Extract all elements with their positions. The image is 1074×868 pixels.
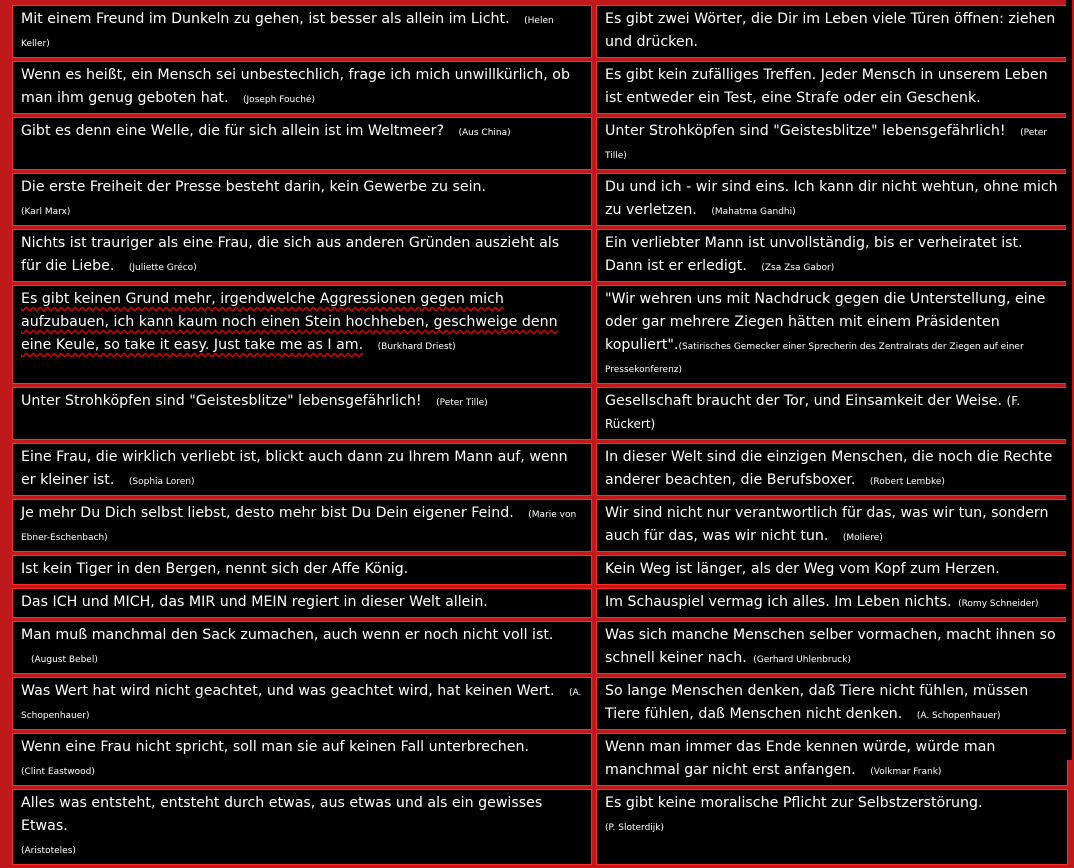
quote-text: Wenn es heißt, ein Mensch sei unbestechlich, frage ich mich unwillkürlich, ob man ihm genug geboten hat. xyxy=(21,67,570,106)
quote-cell xyxy=(12,621,592,674)
quote-cell xyxy=(596,555,1068,585)
quote-source: (Volkmar Frank) xyxy=(870,767,942,777)
quote-cell xyxy=(12,61,592,114)
quote-text: Was Wert hat wird nicht geachtet, und was geachtet wird, hat keinen Wert. xyxy=(21,683,555,699)
quote-source: (Moliere) xyxy=(842,533,883,543)
quote-source: (Helen Keller) xyxy=(21,16,554,49)
quote-source: (Zsa Zsa Gabor) xyxy=(761,263,835,273)
quote-text: Es gibt keinen Grund mehr, irgendwelche Aggressionen gegen mich aufzubauen, ich kann kaum noch einen Stein hochheben, geschweige denn eine Keule, so take it easy. Just take me as I am. xyxy=(21,291,558,353)
table-row xyxy=(12,443,1068,496)
quote-text: Wenn eine Frau nicht spricht, soll man sie auf keinen Fall unterbrechen. xyxy=(21,739,529,755)
quote-text: Du und ich - wir sind eins. Ich kann dir nicht wehtun, ohne mich zu verletzen. xyxy=(605,179,1058,218)
table-row xyxy=(12,285,1068,384)
quote-cell xyxy=(596,677,1068,730)
quote-cell xyxy=(596,61,1068,114)
quote-text: Es gibt zwei Wörter, die Dir im Leben viele Türen öffnen: ziehen und drücken. xyxy=(605,11,1056,50)
quote-text: Es gibt keine moralische Pflicht zur Selbstzerstörung. xyxy=(605,795,983,811)
quote-text: Kein Weg ist länger, als der Weg vom Kopf zum Herzen. xyxy=(605,561,1000,577)
quote-cell xyxy=(12,117,592,170)
table-row xyxy=(12,499,1068,552)
table-row xyxy=(12,555,1068,585)
quote-text: Es gibt kein zufälliges Treffen. Jeder Mensch in unserem Leben ist entweder ein Test, eine Strafe oder ein Geschenk. xyxy=(605,67,1048,106)
quote-source: (August Bebel) xyxy=(31,655,98,665)
quote-source: (A. Schopenhauer) xyxy=(21,688,582,721)
quote-source: (Gerhard Uhlenbruck) xyxy=(753,655,851,665)
table-row xyxy=(12,387,1068,440)
quote-cell xyxy=(596,173,1068,226)
quote-source: (Mahatma Gandhi) xyxy=(711,207,796,217)
quote-cell xyxy=(12,789,592,865)
quote-cell xyxy=(12,285,592,384)
quote-cell xyxy=(596,285,1068,384)
quote-text: Das ICH und MICH, das MIR und MEIN regiert in dieser Welt allein. xyxy=(21,594,488,610)
quote-cell xyxy=(12,499,592,552)
quote-text: Was sich manche Menschen selber vormachen, macht ihnen so schnell keiner nach. xyxy=(605,627,1056,666)
quote-cell xyxy=(12,173,592,226)
table-row xyxy=(12,789,1068,865)
quote-source: (Romy Schneider) xyxy=(958,599,1039,609)
quote-source: (Juliette Gréco) xyxy=(128,263,197,273)
table-row xyxy=(12,588,1068,618)
table-row xyxy=(12,229,1068,282)
quote-text: Ein verliebter Mann ist unvollständig, bis er verheiratet ist. Dann ist er erledigt. xyxy=(605,235,1023,274)
quote-source: (Satirisches Gemecker einer Sprecherin des Zentralrats der Ziegen auf einer Pressekonferenz) xyxy=(605,342,1024,375)
quote-table xyxy=(8,2,1072,868)
quote-cell xyxy=(596,789,1068,865)
quote-cell xyxy=(12,588,592,618)
quote-text: Wir sind nicht nur verantwortlich für das, was wir tun, sondern auch für das, was wir nicht tun. xyxy=(605,505,1049,544)
quote-cell xyxy=(596,229,1068,282)
quote-text: Wenn man immer das Ende kennen würde, würde man manchmal gar nicht erst anfangen. xyxy=(605,739,996,778)
quote-cell xyxy=(12,677,592,730)
quote-text: Mit einem Freund im Dunkeln zu gehen, ist besser als allein im Licht. xyxy=(21,11,510,27)
quote-cell xyxy=(596,499,1068,552)
quote-text: Gesellschaft braucht der Tor, und Einsamkeit der Weise. xyxy=(605,393,1003,409)
quote-source: (Joseph Fouché) xyxy=(243,95,315,105)
quote-text: Die erste Freiheit der Presse besteht darin, kein Gewerbe zu sein. xyxy=(21,179,487,195)
quote-cell xyxy=(596,443,1068,496)
quote-cell xyxy=(596,588,1068,618)
quote-cell xyxy=(12,555,592,585)
quote-source: (Aus China) xyxy=(458,128,511,138)
table-row xyxy=(12,173,1068,226)
quote-source: (A. Schopenhauer) xyxy=(916,711,1001,721)
page-edge xyxy=(1066,0,1072,760)
quote-text: Ist kein Tiger in den Bergen, nennt sich der Affe König. xyxy=(21,561,409,577)
quote-source: (Aristoteles) xyxy=(21,846,76,856)
quote-source: (Marie von Ebner-Eschenbach) xyxy=(21,510,577,543)
quote-source: (Peter Tille) xyxy=(436,398,488,408)
quote-text: Man muß manchmal den Sack zumachen, auch wenn er noch nicht voll ist. xyxy=(21,627,554,643)
quote-source: (Karl Marx) xyxy=(21,207,71,217)
quote-source: (Robert Lembke) xyxy=(869,477,945,487)
quote-source: (Sophia Loren) xyxy=(128,477,195,487)
quote-text: In dieser Welt sind die einzigen Menschen, die noch die Rechte anderer beachten, die Berufsboxer. xyxy=(605,449,1053,488)
quote-text: Eine Frau, die wirklich verliebt ist, blickt auch dann zu Ihrem Mann auf, wenn er kleiner ist. xyxy=(21,449,568,488)
quote-cell xyxy=(596,117,1068,170)
quote-text: "Wir wehren uns mit Nachdruck gegen die Unterstellung, eine oder gar mehrere Ziegen hätten mit einem Präsidenten kopuliert". xyxy=(605,291,1046,353)
quote-text: Gibt es denn eine Welle, die für sich allein ist im Weltmeer? xyxy=(21,123,444,139)
quote-text: Je mehr Du Dich selbst liebst, desto mehr bist Du Dein eigener Feind. xyxy=(21,505,514,521)
quote-cell xyxy=(12,229,592,282)
quote-text: Alles was entsteht, entsteht durch etwas, aus etwas und als ein gewisses Etwas. xyxy=(21,795,543,834)
table-row xyxy=(12,117,1068,170)
quote-text: Nichts ist trauriger als eine Frau, die sich aus anderen Gründen auszieht als für die Liebe. xyxy=(21,235,560,274)
table-row xyxy=(12,621,1068,674)
quote-cell xyxy=(596,387,1068,440)
quote-text: Im Schauspiel vermag ich alles. Im Leben nichts. xyxy=(605,594,952,610)
quote-cell xyxy=(12,443,592,496)
quote-cell xyxy=(12,5,592,58)
quote-cell xyxy=(12,387,592,440)
quote-text: So lange Menschen denken, daß Tiere nicht fühlen, müssen Tiere fühlen, daß Menschen nicht denken. xyxy=(605,683,1029,722)
quote-source: (P. Sloterdijk) xyxy=(605,823,665,833)
table-row xyxy=(12,61,1068,114)
quote-cell xyxy=(596,621,1068,674)
quote-source: (F. Rückert) xyxy=(605,394,1021,431)
quote-text: Unter Strohköpfen sind "Geistesblitze" lebensgefährlich! xyxy=(605,123,1006,139)
quote-source: (Burkhard Driest) xyxy=(377,342,456,352)
table-row xyxy=(12,5,1068,58)
quote-cell xyxy=(596,5,1068,58)
table-row xyxy=(12,677,1068,730)
quote-source: (Peter Tille) xyxy=(605,128,1047,161)
quote-source: (Clint Eastwood) xyxy=(21,767,95,777)
quote-text: Unter Strohköpfen sind "Geistesblitze" lebensgefährlich! xyxy=(21,393,422,409)
